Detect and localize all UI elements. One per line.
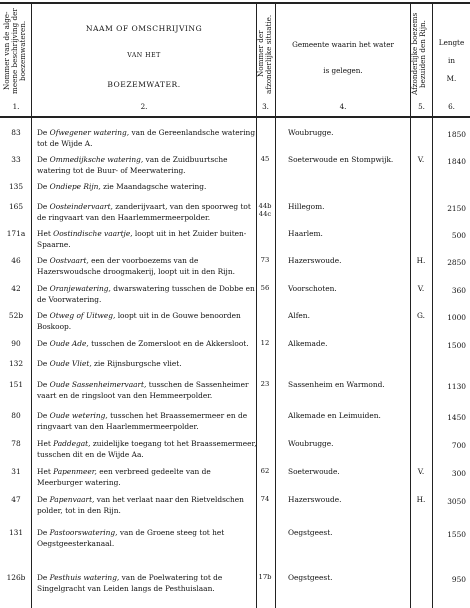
water-name: Oostvaart, xyxy=(49,256,89,265)
row-description xyxy=(37,181,257,192)
row-length: 500 xyxy=(451,231,466,240)
description-prefix: De xyxy=(37,380,50,389)
row-description xyxy=(37,154,257,176)
row-length: 1450 xyxy=(447,413,466,422)
header-col2-line1: NAAM OF OMSCHRIJVING xyxy=(85,24,203,33)
description-rest: zanderijvaart, van den spoorweg tot de ringvaart van den Haarlemmermeerpolder. xyxy=(37,202,251,222)
description-rest: van de Groene steeg tot het Oegstgeesterkanaal. xyxy=(37,528,225,548)
row-description xyxy=(37,494,257,516)
water-name: Oude Ade, xyxy=(49,339,89,348)
description-rest: van de Zuidbuurtsche watering tot de Buur- of Meerwatering. xyxy=(37,155,228,175)
row-length: 1000 xyxy=(447,313,466,322)
row-description xyxy=(37,228,257,250)
water-name: Ofwegener watering, xyxy=(49,128,130,137)
row-description xyxy=(37,338,257,349)
description-rest: een der voorboezems van de Hazerswoudsche droogmakerij, loopt uit in den Rijn. xyxy=(37,256,235,276)
row-situation: 17b xyxy=(258,573,272,581)
water-name: Paddegat, xyxy=(53,439,91,448)
col-number-2: 2. xyxy=(140,102,148,111)
row-description xyxy=(37,201,257,223)
row-number: 83 xyxy=(11,128,21,137)
description-rest: loopt uit in de Gouwe benoorden Boskoop. xyxy=(37,311,241,331)
row-municipality: Voorschoten. xyxy=(288,284,337,293)
row-municipality: Alkemade. xyxy=(288,339,328,348)
row-number: 78 xyxy=(11,439,21,448)
description-rest: tusschen de Zomersloot en de Akkersloot. xyxy=(88,339,249,348)
row-description xyxy=(37,572,257,594)
description-prefix: De xyxy=(37,411,50,420)
row-description xyxy=(37,379,257,401)
row-description xyxy=(37,358,257,369)
water-name: Otweg of Uitweg, xyxy=(49,311,116,320)
row-boezem-code: G. xyxy=(417,311,425,320)
description-prefix: De xyxy=(37,311,50,320)
water-name: Oude wetering, xyxy=(49,411,108,420)
header-col5: Afzonderlijke boezems bezuiden den Rijn. xyxy=(410,12,427,96)
row-number: 46 xyxy=(11,256,21,265)
row-municipality: Alfen. xyxy=(288,311,310,320)
row-municipality: Hillegom. xyxy=(288,202,325,211)
water-name: Oranjewatering, xyxy=(49,284,111,293)
description-rest: van de Gereenlandsche watering tot de Wijde A. xyxy=(37,128,256,148)
header-col6-line3: M. xyxy=(446,74,457,83)
row-municipality: Haarlem. xyxy=(288,229,323,238)
row-situation: 62 xyxy=(260,467,270,475)
row-length: 360 xyxy=(451,286,466,295)
col-separator-5 xyxy=(432,2,433,608)
water-name: Oude Vliet, xyxy=(49,359,92,368)
description-rest: zie Maandagsche watering. xyxy=(100,182,207,191)
description-prefix: De xyxy=(37,573,50,582)
row-number: 151 xyxy=(8,380,24,389)
water-name: Ommedijksche watering, xyxy=(49,155,144,164)
water-name: Ondiepe Rijn, xyxy=(49,182,101,191)
description-prefix: De xyxy=(37,128,50,137)
row-municipality: Hazerswoude. xyxy=(288,495,342,504)
row-number: 132 xyxy=(8,359,24,368)
col-number-4: 4. xyxy=(339,102,347,111)
row-boezem-code: V. xyxy=(417,284,425,293)
description-prefix: De xyxy=(37,339,50,348)
row-situation: 23 xyxy=(260,380,270,388)
row-number: 131 xyxy=(8,528,24,537)
header-col4-line1: Gemeente waarin het water xyxy=(292,40,394,49)
row-length: 3050 xyxy=(447,497,466,506)
col-number-5: 5. xyxy=(418,102,425,111)
description-prefix: De xyxy=(37,155,50,164)
description-rest: van het verlaat naar den Rietveldschen polder, tot in den Rijn. xyxy=(37,495,244,515)
header-col2-line2: VAN HET xyxy=(127,52,161,59)
row-length: 1550 xyxy=(447,530,466,539)
water-name: Oosteindervaart, xyxy=(49,202,113,211)
row-number: 47 xyxy=(11,495,21,504)
row-number: 33 xyxy=(11,155,21,164)
col-separator-1 xyxy=(31,2,32,608)
description-rest: zie Rijnsburgsche vliet. xyxy=(91,359,182,368)
row-municipality: Sassenheim en Warmond. xyxy=(288,380,385,389)
header-col6-line1: Lengte xyxy=(438,38,465,47)
row-length: 1840 xyxy=(447,157,466,166)
description-rest: loopt uit in het Zuider buiten-Spaarne. xyxy=(37,229,247,249)
row-boezem-code: V. xyxy=(417,155,425,164)
water-name: Oude Sassenheimervaart, xyxy=(49,380,147,389)
row-description xyxy=(37,255,257,277)
row-number: 42 xyxy=(11,284,21,293)
description-prefix: De xyxy=(37,202,50,211)
description-rest: tusschen de Sassenheimer vaart en de ringsloot van den Hemmeerpolder. xyxy=(37,380,249,400)
row-length: 300 xyxy=(451,469,466,478)
description-prefix: Het xyxy=(37,467,54,476)
row-description xyxy=(37,527,257,549)
description-rest: van de Poelwatering tot de Singelgracht van Leiden langs de Pesthuislaan. xyxy=(37,573,223,593)
header-col3: Nommer der afzonderlijke situatie. xyxy=(256,14,273,94)
row-situation: 44b 44c xyxy=(258,202,272,218)
description-prefix: Het xyxy=(37,439,54,448)
description-prefix: De xyxy=(37,528,50,537)
row-number: 135 xyxy=(8,182,24,191)
water-name: Papenmeer, xyxy=(53,467,97,476)
header-col1: Nommer van de alge-meene beschrijving der boezemwateren. xyxy=(2,8,27,94)
water-name: Oostindische vaartje, xyxy=(53,229,133,238)
description-rest: dwarswatering tusschen de Dobbe en de Voorwatering. xyxy=(37,284,255,304)
row-situation: 12 xyxy=(260,339,270,347)
header-bottom-rule xyxy=(0,116,470,118)
water-name: Pastoorswatering, xyxy=(49,528,118,537)
row-number: 90 xyxy=(11,339,21,348)
row-length: 1130 xyxy=(447,382,466,391)
col-number-3: 3. xyxy=(262,102,269,111)
row-number: 31 xyxy=(11,467,21,476)
row-situation: 56 xyxy=(260,284,270,292)
row-municipality: Hazerswoude. xyxy=(288,256,342,265)
row-boezem-code: V. xyxy=(417,467,425,476)
row-length: 2850 xyxy=(447,258,466,267)
description-rest: een verbreed gedeelte van de Meerburger watering. xyxy=(37,467,211,487)
row-length: 950 xyxy=(451,575,466,584)
row-municipality: Woubrugge. xyxy=(288,439,334,448)
description-prefix: Het xyxy=(37,229,54,238)
row-description xyxy=(37,410,257,432)
row-number: 52b xyxy=(8,311,24,320)
row-municipality: Alkemade en Leimuiden. xyxy=(288,411,381,420)
row-length: 1850 xyxy=(447,130,466,139)
water-name: Pesthuis watering, xyxy=(49,573,120,582)
row-municipality: Oegstgeest. xyxy=(288,528,333,537)
header-col6-line2: in xyxy=(448,56,455,65)
col-number-6: 6. xyxy=(448,102,455,111)
row-length: 700 xyxy=(451,441,466,450)
row-situation: 45 xyxy=(260,155,270,163)
row-number: 171a xyxy=(6,229,26,238)
top-rule xyxy=(0,2,470,4)
row-municipality: Soeterwoude. xyxy=(288,467,340,476)
water-name: Papenvaart, xyxy=(49,495,95,504)
row-situation: 74 xyxy=(260,495,270,503)
row-number: 80 xyxy=(11,411,21,420)
row-municipality: Oegstgeest. xyxy=(288,573,333,582)
description-prefix: De xyxy=(37,256,50,265)
row-situation: 73 xyxy=(260,256,270,264)
row-municipality: Soeterwoude en Stompwijk. xyxy=(288,155,394,164)
description-prefix: De xyxy=(37,284,50,293)
row-number: 165 xyxy=(8,202,24,211)
col-separator-3 xyxy=(275,2,276,608)
row-length: 2150 xyxy=(447,204,466,213)
header-col2-line3: BOEZEMWATER. xyxy=(107,80,181,89)
row-number: 126b xyxy=(6,573,26,582)
description-rest: tusschen het Braassemermeer en de ringvaart van den Haarlemmermeerpolder. xyxy=(37,411,248,431)
col-number-1: 1. xyxy=(12,102,20,111)
row-description xyxy=(37,283,257,305)
row-description xyxy=(37,127,257,149)
row-boezem-code: H. xyxy=(416,256,426,265)
row-description xyxy=(37,310,257,332)
row-municipality: Woubrugge. xyxy=(288,128,334,137)
row-description xyxy=(37,466,257,488)
description-prefix: De xyxy=(37,495,50,504)
description-rest: zuidelijke toegang tot het Braassemermeer, tusschen dit en de Wijde Aa. xyxy=(37,439,257,459)
description-prefix: De xyxy=(37,182,50,191)
row-length: 1500 xyxy=(447,341,466,350)
description-prefix: De xyxy=(37,359,50,368)
header-col4-line2: is gelegen. xyxy=(323,66,363,75)
row-description xyxy=(37,438,257,460)
row-boezem-code: H. xyxy=(416,495,426,504)
